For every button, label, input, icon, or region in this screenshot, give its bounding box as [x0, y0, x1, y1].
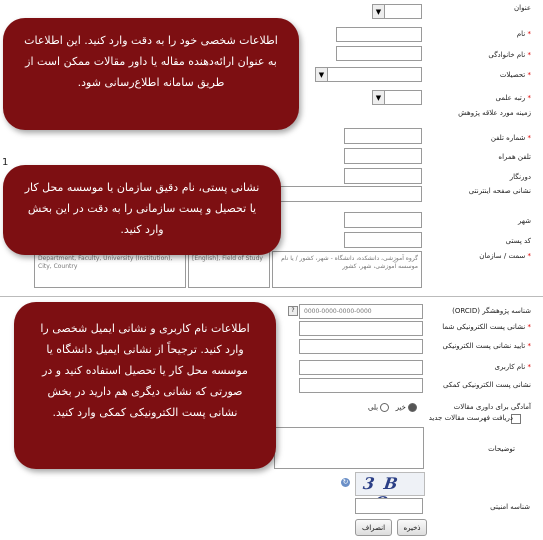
city-input[interactable] [344, 212, 422, 228]
reviewer-yes-label: بلی [368, 403, 379, 412]
username-label: * نام کاربری [494, 363, 531, 371]
account-info-tip: اطلاعات نام کاربری و نشانی ایمیل شخصی را وارد کنید. ترجیحاً از نشانی ایمیل دانشگاه یا موسسه محل کار یا تحصیل استفاده کنید و در صورتی که نشانی دیگری هم دارید در بخش نشانی پست الکترونیکی کمکی وارد کنید. [14, 302, 276, 469]
education-label: * تحصیلات [499, 71, 531, 79]
stray-digit: 1 [2, 157, 9, 168]
section-divider [0, 296, 543, 297]
reviewer-yes-radio[interactable] [380, 403, 389, 412]
username-input[interactable] [299, 360, 423, 375]
academic-rank-select[interactable] [372, 90, 422, 105]
mobile-input[interactable] [344, 148, 422, 164]
orcid-input[interactable]: 0000-0000-0000-0000 [299, 304, 423, 319]
website-label: نشانی صفحه اینترنتی [468, 187, 531, 195]
title-select[interactable] [372, 4, 422, 19]
cancel-button[interactable]: انصراف [355, 519, 392, 536]
phone-input[interactable] [344, 128, 422, 144]
alt-email-label: نشانی پست الکترونیکی کمکی [443, 381, 531, 389]
save-button[interactable]: ذخیره [397, 519, 427, 536]
fax-label: دورنگار [509, 173, 531, 181]
email-confirm-input[interactable] [299, 339, 423, 354]
education-select[interactable] [315, 67, 422, 82]
security-code-input[interactable] [355, 498, 423, 514]
last-name-input[interactable] [336, 46, 422, 61]
postal-code-label: کد پستی [505, 237, 531, 245]
position-label: * سمت / سازمان [479, 252, 531, 260]
first-name-input[interactable] [336, 27, 422, 42]
refresh-captcha-icon[interactable]: ↻ [342, 478, 349, 486]
reviewer-no-radio[interactable] [408, 403, 417, 412]
email-confirm-label: * تایید نشانی پست الکترونیکی [442, 342, 531, 350]
title-label: عنوان [514, 4, 531, 12]
research-area-label: زمینه مورد علاقه پژوهش [458, 109, 531, 117]
captcha-image: 3 B [355, 472, 425, 496]
position-en-textarea[interactable]: Department, Faculty, University (Institution), City, Country [34, 251, 186, 288]
first-name-label: * نام [516, 30, 531, 38]
chevron-down-icon: ▼ [373, 5, 385, 18]
website-input[interactable] [280, 186, 422, 202]
reviewer-options [368, 403, 417, 412]
position-en-field-textarea[interactable]: [English], Field of Study [188, 251, 270, 288]
personal-info-tip: اطلاعات شخصی خود را به دقت وارد کنید. این اطلاعات به عنوان ارائه‌دهنده مقاله یا داور مقالات ممکن است از طریق سامانه اطلاع‌رسانی شود. [3, 18, 299, 130]
chevron-down-icon: ▼ [316, 68, 328, 81]
city-label: شهر [518, 217, 531, 225]
position-fa-textarea[interactable]: گروه آموزشی، دانشکده، دانشگاه - شهر، کشور / یا نام موسسه آموزشی، شهر، کشور [272, 251, 422, 288]
newsletter-label: دریافت فهرست مقالات جدید [428, 414, 513, 422]
alt-email-input[interactable] [299, 378, 423, 393]
email-label: * نشانی پست الکترونیکی شما [442, 323, 531, 331]
chevron-down-icon: ▼ [373, 91, 385, 104]
mobile-label: تلفن همراه [498, 153, 531, 161]
academic-rank-label: * رتبه علمی [495, 94, 531, 102]
email-input[interactable] [299, 321, 423, 336]
comments-textarea[interactable] [274, 427, 424, 469]
fax-input[interactable] [344, 168, 422, 184]
orcid-label: شناسه پژوهشگر (ORCID) [452, 307, 531, 315]
phone-label: * شماره تلفن [490, 134, 531, 142]
comments-label: توضیحات [488, 445, 515, 453]
postal-info-tip: نشانی پستی، نام دقیق سازمان یا موسسه محل کار یا تحصیل و پست سازمانی را به دقت در این بخش وارد کنید. [3, 165, 281, 255]
reviewer-label: آمادگی برای داوری مقالات [453, 403, 531, 411]
security-code-label: شناسه امنیتی [490, 503, 530, 511]
last-name-label: * نام خانوادگی [488, 51, 531, 59]
postal-code-input[interactable] [344, 232, 422, 248]
help-icon[interactable]: ? [288, 306, 298, 316]
reviewer-no-label: خیر [395, 403, 406, 412]
